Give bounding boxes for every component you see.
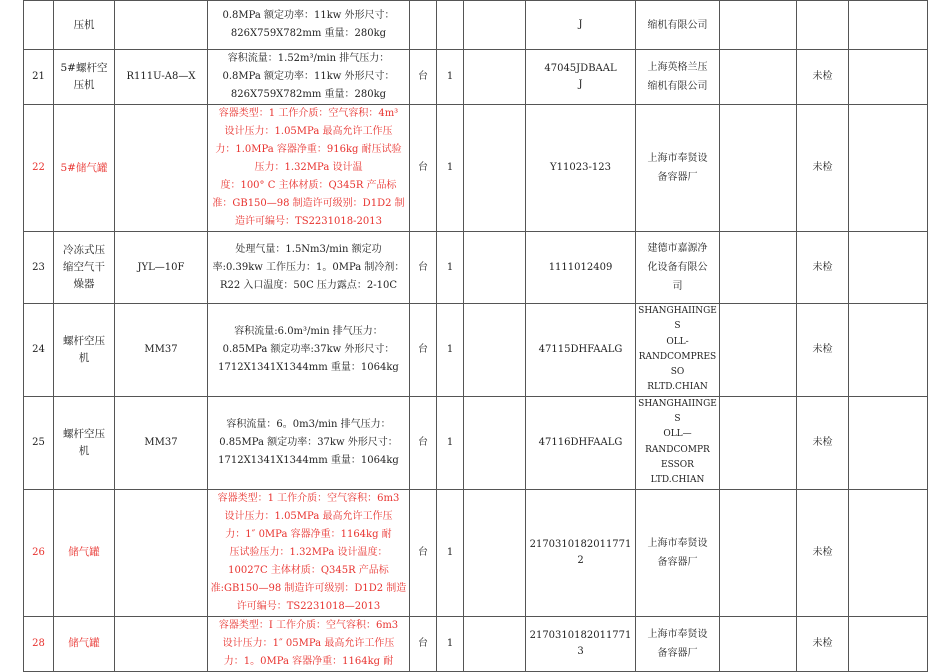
specification: 容积流量:6.0m³/min 排气压力： 0.85MPa 额定功率:37kw 外形尺寸： 1712X1341X1344mm 重量：1064kg xyxy=(208,304,410,397)
equipment-name: 冷冻式压 缩空气干 燥器 xyxy=(54,232,115,304)
inspection-status: 未检 xyxy=(797,489,849,616)
blank-cell xyxy=(720,616,797,671)
table-row xyxy=(24,1,928,50)
manufacturer: 建德市嘉源净 化设备有限公 司 xyxy=(636,232,720,304)
unit xyxy=(410,1,437,50)
manufacturer: 上海英格兰压 缩机有限公司 xyxy=(636,50,720,105)
equipment-name: 螺杆空压 机 xyxy=(54,304,115,397)
blank-cell xyxy=(464,232,526,304)
specification: 容积流量：6。0m3/min 排气压力： 0.85MPa 额定功率：37kw 外形尺寸： 1712X1341X1344mm 重量：1064kg xyxy=(208,396,410,489)
quantity: 1 xyxy=(437,50,464,105)
quantity: 1 xyxy=(437,396,464,489)
serial-number: Y11023-123 xyxy=(526,105,636,232)
table-row xyxy=(24,396,928,489)
blank-cell xyxy=(849,304,928,397)
row-number: 25 xyxy=(24,396,54,489)
row-number: 21 xyxy=(24,50,54,105)
manufacturer: 上海市奉贤设 备容器厂 xyxy=(636,616,720,671)
equipment-name: 螺杆空压 机 xyxy=(54,396,115,489)
blank-cell xyxy=(464,50,526,105)
blank-cell xyxy=(849,396,928,489)
model-number: MM37 xyxy=(115,304,208,397)
model-number xyxy=(115,616,208,671)
unit: 台 xyxy=(410,616,437,671)
inspection-status: 未检 xyxy=(797,616,849,671)
equipment-table-body xyxy=(24,1,928,672)
table-row xyxy=(24,105,928,232)
table-row xyxy=(24,616,928,671)
unit: 台 xyxy=(410,50,437,105)
blank-cell xyxy=(720,232,797,304)
specification: 容器类型：1 工作介质：空气容积：4m³ 设计压力：1.05MPa 最高允许工作压 力：1.0MPa 容器净重：916kg 耐压试验 压力：1.32MPa 设计温 度：100° C 主体材质：Q345R 产品标 准：GB150—98 制造许可级别：D1D2 制 造许可编号：TS2231018-2013 xyxy=(208,105,410,232)
unit: 台 xyxy=(410,232,437,304)
equipment-name: 储气罐 xyxy=(54,489,115,616)
serial-number: 47045JDBAAL J xyxy=(526,50,636,105)
table-row xyxy=(24,489,928,616)
blank-cell xyxy=(720,396,797,489)
quantity: 1 xyxy=(437,489,464,616)
manufacturer: 上海市奉贤设 备容器厂 xyxy=(636,489,720,616)
blank-cell xyxy=(464,616,526,671)
equipment-name: 5#螺杆空 压机 xyxy=(54,50,115,105)
table-row xyxy=(24,50,928,105)
quantity: 1 xyxy=(437,304,464,397)
model-number: R111U-A8—X xyxy=(115,50,208,105)
manufacturer: 缩机有限公司 xyxy=(636,1,720,50)
equipment-name: 压机 xyxy=(54,1,115,50)
quantity: 1 xyxy=(437,105,464,232)
blank-cell xyxy=(464,489,526,616)
specification: 0.8MPa 额定功率：11kw 外形尺寸： 826X759X782mm 重量：280kg xyxy=(208,1,410,50)
row-number xyxy=(24,1,54,50)
blank-cell xyxy=(720,50,797,105)
model-number xyxy=(115,1,208,50)
row-number: 22 xyxy=(24,105,54,232)
manufacturer: SHANGHAIINGES OLL- RANDCOMPRESSO RLTD.CHIAN xyxy=(636,304,720,397)
blank-cell xyxy=(720,304,797,397)
unit: 台 xyxy=(410,105,437,232)
equipment-name: 储气罐 xyxy=(54,616,115,671)
equipment-table-sheet xyxy=(23,0,928,672)
serial-number: 47115DHFAALG xyxy=(526,304,636,397)
unit: 台 xyxy=(410,304,437,397)
model-number: JYL—10F xyxy=(115,232,208,304)
specification: 处理气量：1.5Nm3/min 额定功 率:0.39kw 工作压力：1。0MPa 制冷剂： R22 入口温度：50C 压力露点：2-10C xyxy=(208,232,410,304)
inspection-status: 未检 xyxy=(797,396,849,489)
model-number xyxy=(115,489,208,616)
quantity xyxy=(437,1,464,50)
inspection-status xyxy=(797,1,849,50)
inspection-status: 未检 xyxy=(797,50,849,105)
quantity: 1 xyxy=(437,616,464,671)
table-row xyxy=(24,304,928,397)
serial-number: 21703101820117712 xyxy=(526,489,636,616)
manufacturer: SHANGHAIINGES OLL— RANDCOMPR ESSOR LTD.CHIAN xyxy=(636,396,720,489)
blank-cell xyxy=(464,304,526,397)
quantity: 1 xyxy=(437,232,464,304)
unit: 台 xyxy=(410,396,437,489)
serial-number: J xyxy=(526,1,636,50)
blank-cell xyxy=(849,1,928,50)
serial-number: 1111012409 xyxy=(526,232,636,304)
inspection-status: 未检 xyxy=(797,232,849,304)
unit: 台 xyxy=(410,489,437,616)
blank-cell xyxy=(849,616,928,671)
model-number xyxy=(115,105,208,232)
model-number: MM37 xyxy=(115,396,208,489)
blank-cell xyxy=(464,396,526,489)
row-number: 28 xyxy=(24,616,54,671)
manufacturer: 上海市奉贤设 备容器厂 xyxy=(636,105,720,232)
specification: 容器类型：I 工作介质：空气容积：6m3 设计压力：1″ 05MPa 最高允许工作压 力：1。0MPa 容器净重：1164kg 耐 xyxy=(208,616,410,671)
equipment-table xyxy=(23,0,928,672)
specification: 容积流量：1.52m³/min 排气压力： 0.8MPa 额定功率：11kw 外形尺寸： 826X759X782mm 重量：280kg xyxy=(208,50,410,105)
blank-cell xyxy=(720,105,797,232)
blank-cell xyxy=(849,232,928,304)
blank-cell xyxy=(849,489,928,616)
serial-number: 21703101820117713 xyxy=(526,616,636,671)
row-number: 26 xyxy=(24,489,54,616)
equipment-name: 5#储气罐 xyxy=(54,105,115,232)
inspection-status: 未检 xyxy=(797,105,849,232)
table-row xyxy=(24,232,928,304)
serial-number: 47116DHFAALG xyxy=(526,396,636,489)
row-number: 24 xyxy=(24,304,54,397)
inspection-status: 未检 xyxy=(797,304,849,397)
blank-cell xyxy=(720,489,797,616)
specification: 容器类型：1 工作介质：空气容积：6m3 设计压力：1.05MPa 最高允许工作压 力：1″ 0MPa 容器净重：1164kg 耐 压试验压力：1.32MPa 设计温度： 10027C 主体材质：Q345R 产品标 准:GB150—98 制造许可级别：D1D2 制造 许可编号：TS2231018—2013 xyxy=(208,489,410,616)
blank-cell xyxy=(720,1,797,50)
blank-cell xyxy=(849,50,928,105)
blank-cell xyxy=(849,105,928,232)
blank-cell xyxy=(464,1,526,50)
blank-cell xyxy=(464,105,526,232)
row-number: 23 xyxy=(24,232,54,304)
